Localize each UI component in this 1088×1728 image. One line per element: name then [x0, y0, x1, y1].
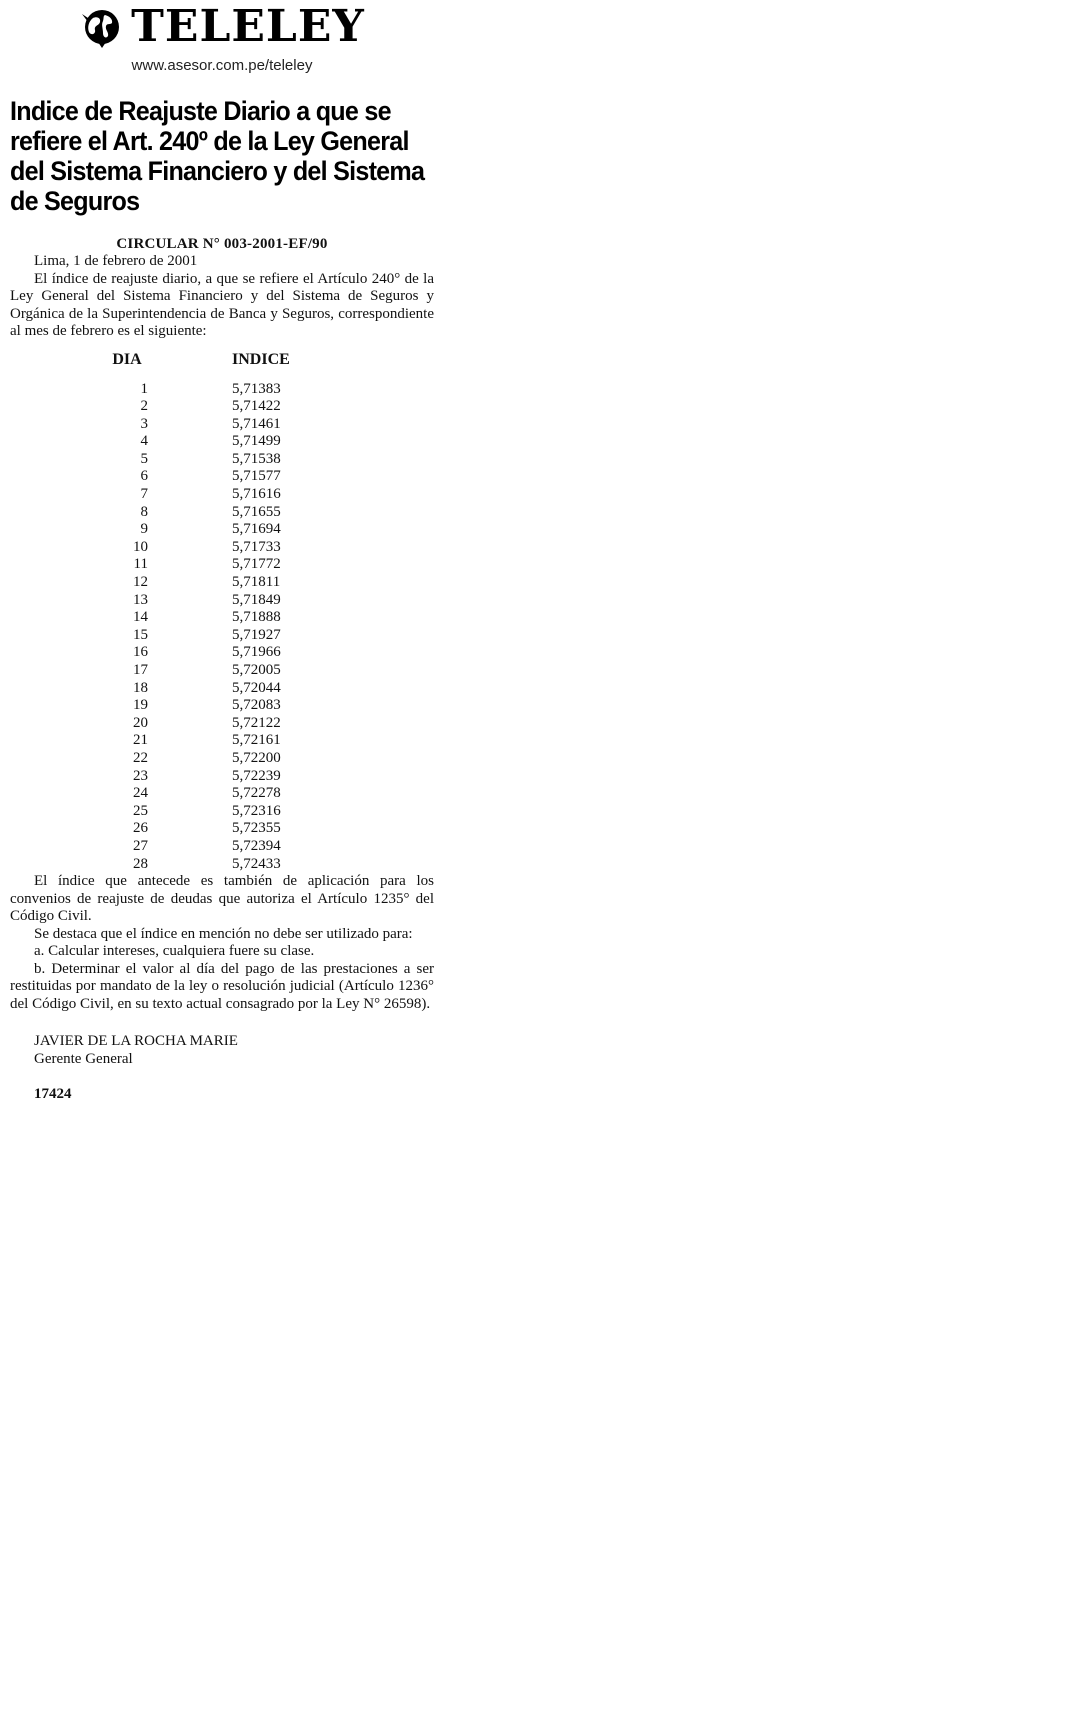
table-row [106, 803, 290, 821]
document-column [10, 0, 434, 1103]
indice-cell: 5,71733 [232, 538, 281, 555]
table-row [106, 768, 290, 786]
dia-cell: 16 [133, 644, 148, 661]
signatory-name: JAVIER DE LA ROCHA MARIE [34, 1033, 238, 1050]
dia-cell: 13 [133, 591, 148, 608]
circular-number: CIRCULAR N° 003-2001-EF/90 [116, 236, 328, 252]
dia-cell: 10 [133, 538, 148, 555]
column-header-dia: DIA [112, 350, 142, 368]
dia-cell: 27 [133, 837, 148, 854]
table-row [106, 680, 290, 698]
dia-cell: 6 [140, 468, 148, 485]
indice-cell: 5,71811 [232, 574, 281, 591]
dia-cell: 1 [140, 380, 148, 397]
table-row [106, 856, 290, 874]
table-row [106, 433, 290, 451]
brand-logo [79, 1, 365, 52]
indice-cell: 5,71966 [232, 644, 281, 661]
table-row [106, 539, 290, 557]
dia-cell: 3 [140, 415, 148, 432]
dia-cell: 4 [140, 433, 148, 450]
dia-cell: 14 [133, 609, 148, 626]
indice-cell: 5,72200 [232, 749, 281, 766]
indice-cell: 5,71383 [232, 380, 281, 397]
table-row [106, 662, 290, 680]
masthead-url: www.asesor.com.pe/teleley [131, 57, 313, 74]
page-title: Indice de Reajuste Diario a que se refiere el Art. 240º de la Ley General del Sistema Financiero y del Sistema de Seguros [10, 96, 425, 216]
indice-cell: 5,72083 [232, 697, 281, 714]
table-row [106, 486, 290, 504]
dia-cell: 7 [140, 486, 148, 503]
dia-cell: 11 [133, 556, 148, 573]
indice-cell: 5,72316 [232, 802, 281, 819]
signatory-role: Gerente General [34, 1050, 133, 1067]
indice-cell: 5,72239 [232, 767, 281, 784]
indice-cell: 5,72394 [232, 837, 281, 854]
dia-cell: 21 [133, 732, 148, 749]
dia-cell: 23 [133, 767, 148, 784]
table-row [106, 556, 290, 574]
table-row [106, 838, 290, 856]
dia-cell: 15 [133, 626, 148, 643]
indice-cell: 5,72355 [232, 820, 281, 837]
table-row [106, 820, 290, 838]
table-row [106, 785, 290, 803]
table-row [106, 574, 290, 592]
indice-cell: 5,72161 [232, 732, 281, 749]
indice-cell: 5,71499 [232, 433, 281, 450]
dia-cell: 18 [133, 679, 148, 696]
dia-cell: 22 [133, 749, 148, 766]
indice-cell: 5,71927 [232, 626, 281, 643]
dia-cell: 9 [140, 521, 148, 538]
reference-number: 17424 [34, 1086, 72, 1103]
table-row [106, 609, 290, 627]
document-date: Lima, 1 de febrero de 2001 [34, 253, 198, 269]
table-row [106, 468, 290, 486]
signature-block [10, 1033, 434, 1068]
table-row [106, 451, 290, 469]
indice-cell: 5,71772 [232, 556, 281, 573]
indice-cell: 5,71422 [232, 398, 281, 415]
dia-cell: 28 [133, 855, 148, 872]
indice-cell: 5,72278 [232, 785, 281, 802]
table-row [106, 732, 290, 750]
table-row [106, 416, 290, 434]
masthead [10, 0, 434, 74]
index-table-body [106, 381, 290, 874]
indice-cell: 5,72433 [232, 855, 281, 872]
dia-cell: 25 [133, 802, 148, 819]
indice-cell: 5,71655 [232, 503, 281, 520]
table-row [106, 521, 290, 539]
table-row [106, 644, 290, 662]
indice-cell: 5,71538 [232, 450, 281, 467]
brand-name: TELELEY [131, 1, 365, 52]
dia-cell: 2 [140, 398, 148, 415]
indice-cell: 5,72005 [232, 662, 281, 678]
indice-cell: 5,72122 [232, 714, 281, 731]
indice-cell: 5,71849 [232, 591, 281, 608]
table-row [106, 715, 290, 733]
table-row [106, 381, 290, 399]
indice-cell: 5,71461 [232, 415, 281, 432]
dia-cell: 5 [140, 450, 148, 467]
table-row [106, 697, 290, 715]
dia-cell: 26 [133, 820, 148, 837]
restriction-paragraph: Se destaca que el índice en mención no debe ser utilizado para: [34, 925, 413, 942]
table-row [106, 398, 290, 416]
dia-cell: 12 [133, 574, 148, 591]
table-row [106, 750, 290, 768]
table-row [106, 627, 290, 645]
indice-cell: 5,72044 [232, 679, 281, 696]
dia-cell: 20 [133, 714, 148, 731]
column-header-indice: INDICE [232, 350, 290, 368]
indice-cell: 5,71888 [232, 609, 281, 626]
indice-cell: 5,71577 [232, 468, 281, 485]
list-item: a. Calcular intereses, cualquiera fuere su clase. [34, 943, 315, 960]
table-row [106, 592, 290, 610]
indice-cell: 5,71616 [232, 486, 281, 503]
globe-icon [79, 6, 125, 48]
table-row [106, 504, 290, 522]
index-table [106, 351, 290, 874]
dia-cell: 8 [140, 503, 148, 520]
dia-cell: 19 [133, 697, 148, 714]
indice-cell: 5,71694 [232, 521, 281, 538]
dia-cell: 17 [133, 662, 148, 678]
intro-paragraph: El índice de reajuste diario, a que se refiere el Artículo 240° de la Ley General del Sistema Financiero y del Sistema de Seguros y Orgánica de la Superintendencia de Banca y Seguros, correspondiente al mes de febrero es el siguiente: [10, 270, 434, 339]
applicability-paragraph: El índice que antecede es también de aplicación para los convenios de reajuste de deudas que autoriza el Artículo 1235° del Código Civil. [10, 873, 434, 925]
dia-cell: 24 [133, 785, 148, 802]
list-item: b. Determinar el valor al día del pago de las prestaciones a ser restituidas por mandato de la ley o resolución judicial (Artículo 1236° del Código Civil, en su texto actual consagrado por la Ley N° 26598). [10, 960, 434, 1012]
